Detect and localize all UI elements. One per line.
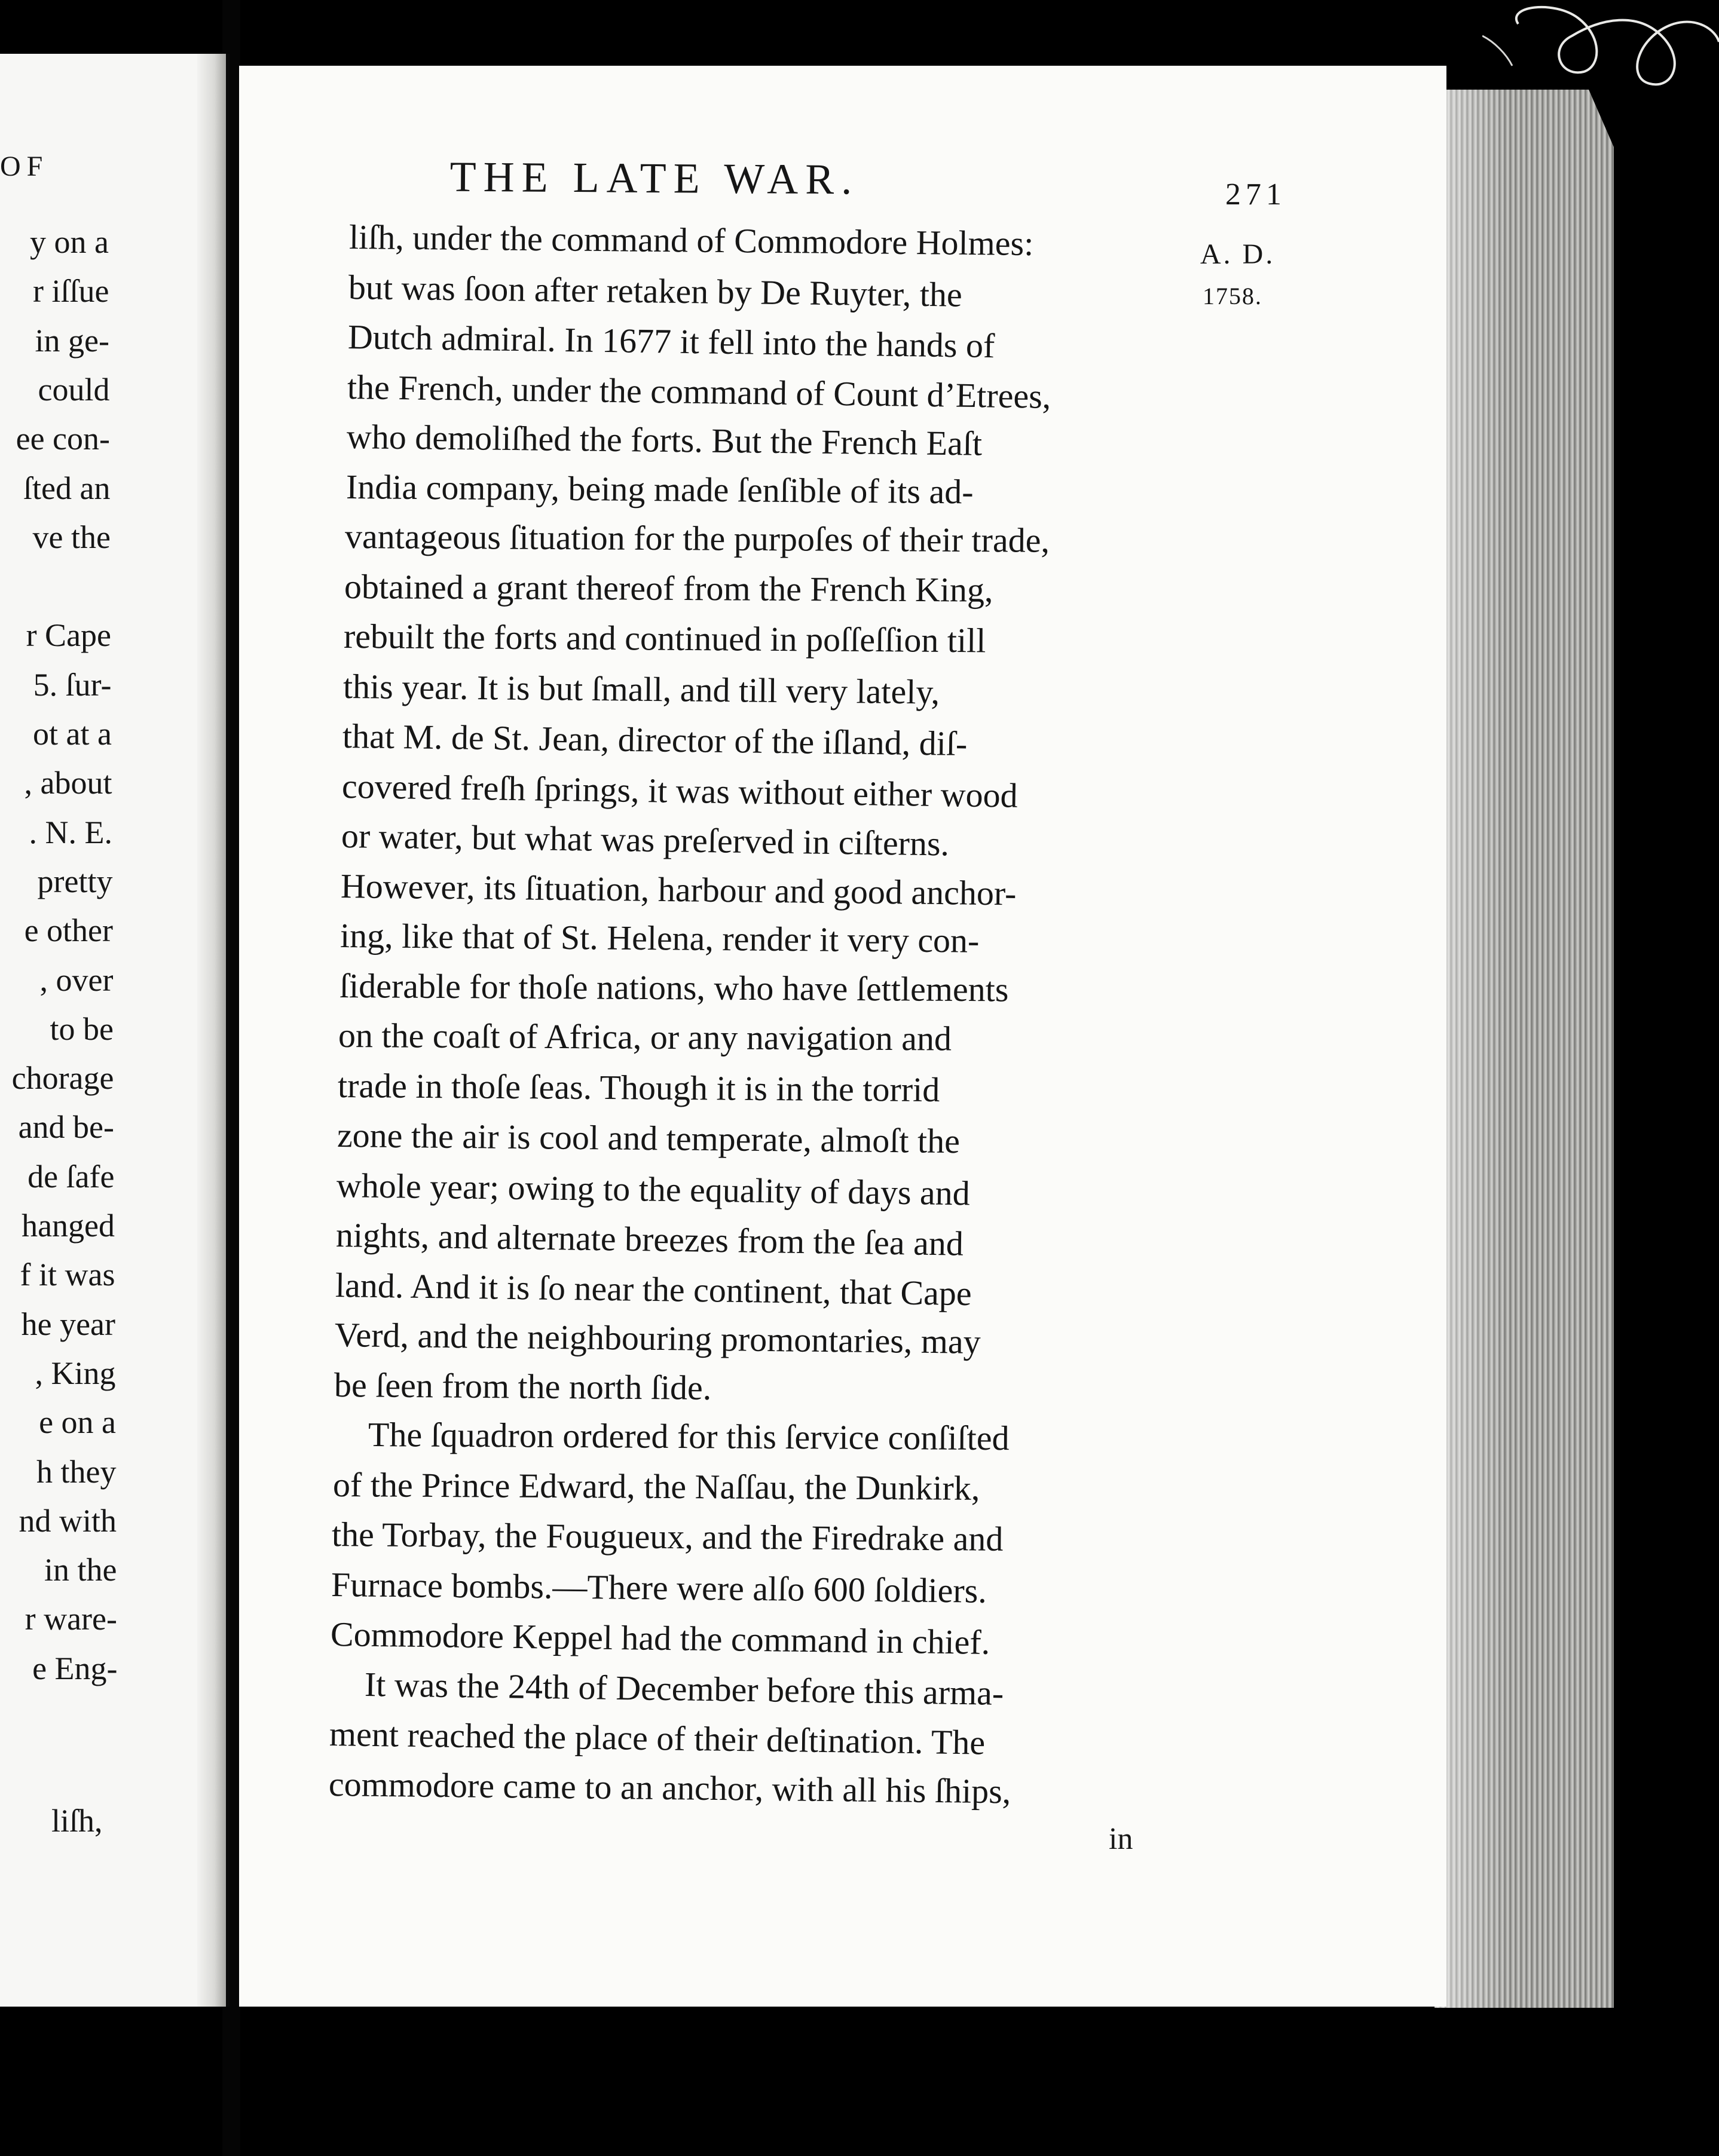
left-line-ending: , about	[24, 765, 112, 801]
left-line-ending: de ſafe	[27, 1158, 115, 1195]
body-line: However, its ſituation, harbour and good anchor-	[340, 866, 1017, 912]
left-line-ending: nd with	[19, 1502, 117, 1539]
left-line-ending: ee con-	[16, 421, 110, 457]
left-line-ending: r ware-	[25, 1601, 117, 1637]
left-line-ending: chorage	[11, 1060, 114, 1097]
body-line: obtained a grant thereof from the French King,	[344, 566, 994, 610]
left-line-ending: ve the	[32, 519, 111, 555]
left-line-ending: r Cape	[26, 617, 111, 654]
body-line: Dutch admiral. In 1677 it fell into the hands of	[347, 317, 995, 366]
body-line: land. And it is ſo near the continent, that Cape	[335, 1265, 972, 1313]
body-line: Commodore Keppel had the command in chief.	[330, 1615, 990, 1662]
body-line: this year. It is but ſmall, and till very lately,	[342, 666, 940, 712]
body-line: liſh, under the command of Commodore Holmes:	[348, 218, 1034, 263]
page-number: 271	[1225, 177, 1286, 212]
left-line-ending: he year	[21, 1306, 115, 1342]
left-line-ending: 5. ſur-	[33, 666, 112, 703]
body-line: or water, but what was preſerved in ciſterns.	[341, 816, 950, 863]
body-line: vantageous ſituation for the purpoſes of their trade,	[345, 517, 1050, 560]
margin-note-label: A. D.	[1200, 238, 1276, 270]
body-line: on the coaſt of Africa, or any navigation and	[338, 1016, 952, 1058]
body-line: trade in thoſe ſeas. Though it is in the torrid	[338, 1065, 940, 1109]
body-line: Verd, and the neighbouring promontaries, may	[334, 1315, 981, 1361]
left-line-ending: pretty	[37, 863, 113, 899]
left-line-ending: e Eng-	[32, 1650, 118, 1686]
body-line: ment reached the place of their deſtination. The	[329, 1714, 986, 1762]
left-line-ending: could	[38, 371, 110, 408]
body-line: It was the 24th of December before this arma-	[364, 1664, 1004, 1713]
body-line: India company, being made ſenſible of its ad-	[345, 467, 974, 511]
left-line-ending: ot at a	[33, 716, 112, 752]
body-line: covered freſh ſprings, it was without either wood	[341, 766, 1018, 815]
running-head: THE LATE WAR.	[449, 152, 860, 204]
left-line-ending: to be	[50, 1010, 114, 1047]
left-line-ending: , King	[35, 1355, 116, 1391]
body-line: The ſquadron ordered for this ſervice conſiſted	[368, 1415, 1010, 1458]
left-line-ending: e other	[24, 912, 113, 949]
body-line: be ſeen from the north ſide.	[334, 1365, 712, 1407]
body-line: nights, and alternate breezes from the ſea and	[335, 1215, 964, 1263]
left-line-ending: and be-	[18, 1109, 114, 1146]
left-line-ending: f it was	[20, 1257, 115, 1293]
left-line-ending: in ge-	[35, 322, 109, 359]
left-line-ending: h they	[36, 1453, 117, 1490]
left-line-ending: e on a	[39, 1404, 116, 1441]
left-line-ending: ſted an	[23, 470, 111, 506]
left-catch-word: liſh,	[51, 1803, 103, 1839]
body-line: ſiderable for thoſe nations, who have ſettlements	[339, 966, 1009, 1009]
body-line: the Torbay, the Fougueux, and the Firedrake and	[332, 1515, 1004, 1558]
body-line: who demoliſhed the forts. But the French Eaſt	[346, 417, 983, 463]
left-page	[0, 54, 230, 2007]
left-line-ending: in the	[44, 1552, 117, 1588]
left-line-ending: . N. E.	[29, 814, 112, 850]
body-line: but was ſoon after retaken by De Ruyter, the	[348, 267, 963, 314]
margin-note-year: 1758.	[1203, 283, 1262, 310]
left-line-ending: r iſſue	[33, 273, 109, 310]
pencil-scribble-icon	[1482, 0, 1719, 143]
body-line: commodore came to an anchor, with all his ſhips,	[328, 1764, 1011, 1811]
body-line: ing, like that of St. Helena, render it very con-	[339, 916, 980, 960]
left-line-ending: hanged	[22, 1208, 115, 1244]
body-line: Furnace bombs.—There were alſo 600 ſoldiers.	[331, 1564, 987, 1610]
body-line: zone the air is cool and temperate, almoſt the	[337, 1116, 961, 1161]
left-running-head: OF	[0, 151, 49, 182]
body-line: rebuilt the forts and continued in poſſeſſion till	[344, 617, 986, 660]
body-line: the French, under the command of Count d’Etrees,	[347, 367, 1051, 416]
body-line: that M. de St. Jean, director of the iſland, diſ-	[342, 716, 968, 763]
catch-word: in	[1109, 1822, 1133, 1856]
body-line: whole year; owing to the equality of days and	[336, 1165, 971, 1212]
left-page-gutter-shadow	[197, 54, 226, 2007]
left-line-ending: , over	[39, 961, 114, 998]
left-line-ending: y on a	[30, 224, 109, 260]
body-line: of the Prince Edward, the Naſſau, the Dunkirk,	[332, 1465, 980, 1508]
